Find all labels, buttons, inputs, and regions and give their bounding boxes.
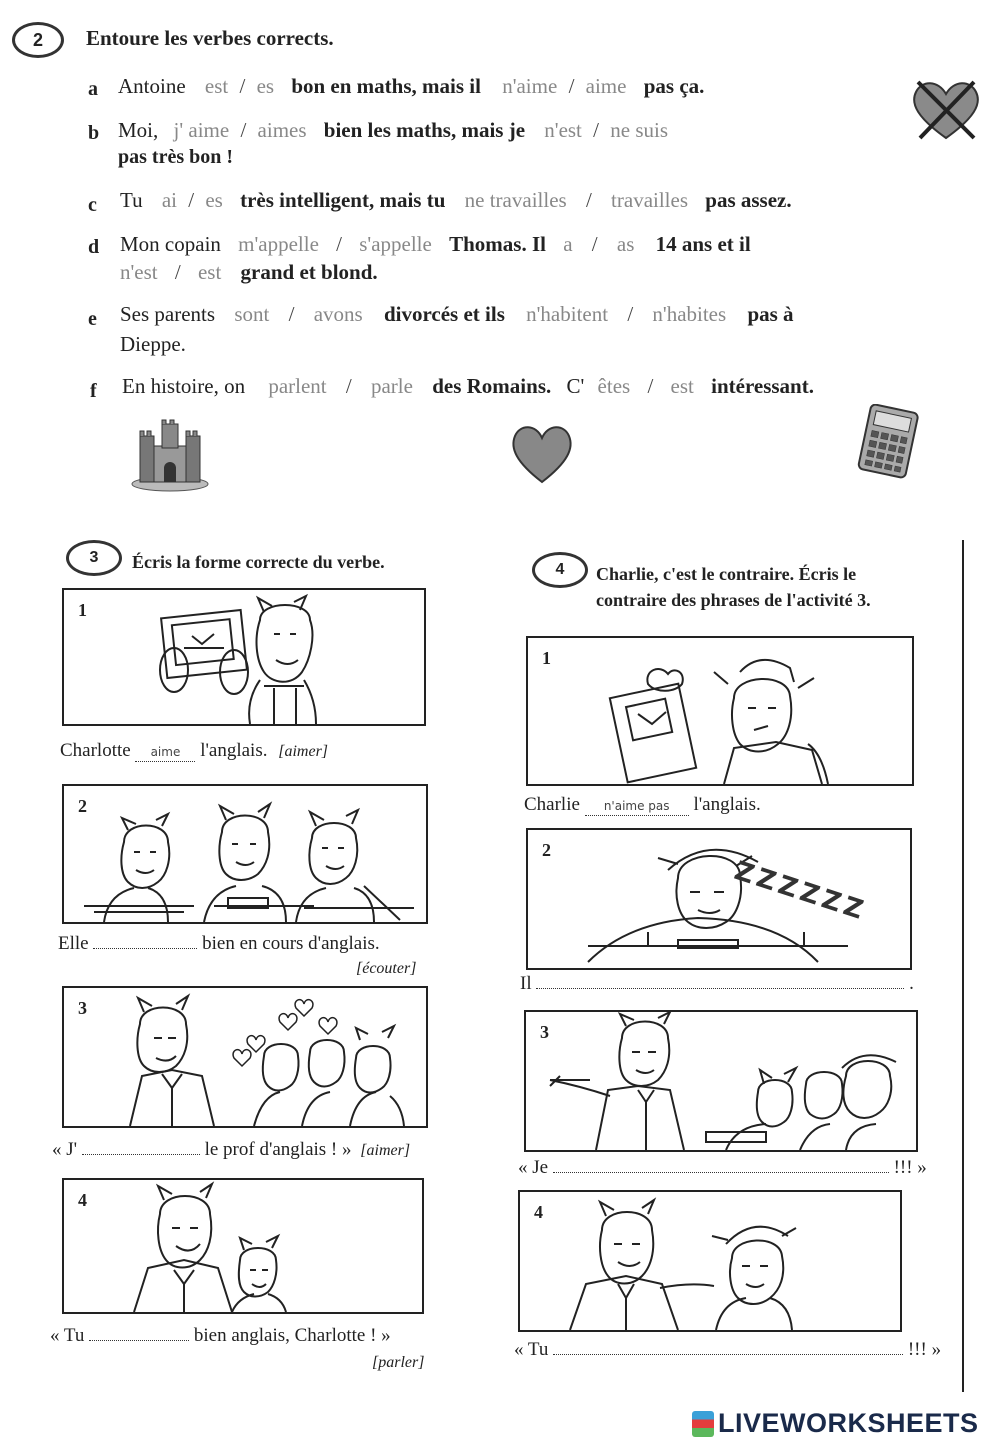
caption-text: « Tu (50, 1325, 85, 1346)
text: divorcés et ils (383, 302, 505, 326)
caption-1 (60, 740, 328, 762)
slash: / (627, 302, 634, 326)
item-f (122, 374, 814, 399)
option-aime[interactable]: aime (585, 74, 627, 98)
slash: / (593, 118, 599, 142)
answer-field[interactable] (82, 1138, 200, 1155)
caption-3 (52, 1138, 410, 1161)
caption-2 (58, 932, 380, 955)
caption-text: « Je (518, 1157, 549, 1178)
option-aimes[interactable]: aimes (257, 118, 307, 142)
caption-text: bien anglais, Charlotte ! » (193, 1325, 391, 1346)
logo-text: LIVEWORKSHEETS (718, 1408, 979, 1438)
text: Mon copain (120, 232, 221, 256)
option-naime[interactable]: n'aime (502, 74, 558, 98)
answer-field[interactable] (553, 1156, 889, 1173)
zzz-text: ZZZZZZ (730, 856, 871, 927)
panel-number: 1 (542, 648, 551, 668)
slash: / (345, 374, 352, 398)
slash: / (240, 118, 247, 142)
panel-number: 4 (534, 1202, 543, 1222)
caption-text: « Tu (514, 1339, 549, 1360)
text: pas assez. (705, 188, 792, 212)
caption-4-3 (518, 1156, 927, 1179)
panel-number: 1 (78, 600, 87, 620)
caption-4 (50, 1324, 391, 1347)
slash: / (591, 232, 598, 256)
option-nhabitent[interactable]: n'habitent (526, 302, 609, 326)
text: Thomas. Il (449, 232, 546, 256)
caption-text: « J' (52, 1139, 78, 1160)
caption-text: l'anglais. (693, 794, 761, 815)
caption-text: !!! » (907, 1339, 942, 1360)
caption-text: Charlie (524, 794, 580, 815)
item-d (120, 232, 751, 257)
answer-field[interactable]: n'aime pas (585, 799, 689, 816)
item-e (120, 302, 794, 327)
slash: / (239, 74, 246, 98)
item-letter: f (90, 380, 97, 402)
option-j-aime[interactable]: j' aime (173, 118, 230, 142)
option-travailles[interactable]: travailles (611, 188, 689, 212)
text: pas à (747, 302, 794, 326)
caption-text: le prof d'anglais ! » (204, 1139, 352, 1160)
comic-panel-2 (62, 784, 428, 924)
illustration-teacher-boy (520, 1192, 900, 1330)
verb-hint: [écouter] (356, 960, 417, 977)
option-est[interactable]: est (197, 260, 222, 284)
castle-icon (130, 418, 210, 492)
option-es[interactable]: es (256, 74, 275, 98)
caption-text: Charlotte (60, 740, 131, 761)
item-letter: d (88, 236, 100, 258)
item-letter: a (88, 78, 98, 100)
answer-field[interactable] (93, 932, 197, 949)
option-avons[interactable]: avons (313, 302, 363, 326)
verb-hint: [aimer] (360, 1142, 411, 1159)
illustration-teacher-student (64, 1180, 422, 1312)
illustration-classroom (64, 786, 426, 922)
liveworksheets-logo (692, 1408, 979, 1439)
slash: / (568, 74, 575, 98)
option-a[interactable]: a (563, 232, 573, 256)
text: bien les maths, mais je (323, 118, 526, 142)
illustration-boy-rejecting-book (528, 638, 912, 784)
logo-badge-icon (692, 1411, 714, 1437)
answer-field[interactable] (553, 1338, 903, 1355)
comic-panel-4 (62, 1178, 424, 1314)
panel-number: 3 (78, 998, 87, 1018)
option-nest[interactable]: n'est (544, 118, 582, 142)
caption-text: l'anglais. (200, 740, 268, 761)
option-nest[interactable]: n'est (120, 260, 158, 284)
option-parle[interactable]: parle (370, 374, 413, 398)
option-mappelle[interactable]: m'appelle (238, 232, 319, 256)
heart-icon (508, 420, 576, 486)
slash: / (188, 188, 195, 212)
option-ai[interactable]: ai (161, 188, 177, 212)
caption-text: . (909, 973, 914, 994)
option-ne-travailles[interactable]: ne travailles (464, 188, 567, 212)
option-sont[interactable]: sont (234, 302, 270, 326)
calculator-icon (852, 404, 924, 480)
exercise-3-title: Écris la forme correcte du verbe. (132, 552, 385, 572)
text: 14 ans et il (655, 232, 751, 256)
text: Antoine (118, 74, 186, 98)
option-es[interactable]: es (205, 188, 223, 212)
caption-text: Elle (58, 933, 89, 954)
item-a (118, 74, 704, 99)
text: bon en maths, mais il (291, 74, 481, 98)
crossed-heart-icon (908, 74, 984, 144)
comic-panel-4-3 (524, 1010, 918, 1152)
item-e-cont: Dieppe. (120, 332, 186, 356)
illustration-girl-reading (64, 590, 424, 724)
slash: / (288, 302, 295, 326)
option-ne-suis[interactable]: ne suis (610, 118, 668, 142)
text: Ses parents (120, 302, 216, 326)
item-d-cont (120, 260, 378, 285)
exercise-2-title: Entoure les verbes corrects. (86, 26, 334, 50)
caption-text: !!! » (893, 1157, 927, 1178)
slash: / (647, 374, 654, 398)
comic-panel-4-1 (526, 636, 914, 786)
answer-field[interactable] (89, 1324, 189, 1341)
option-est[interactable]: est (670, 374, 694, 398)
answer-field[interactable]: aime (135, 745, 195, 762)
item-letter: c (88, 194, 97, 216)
option-parlent[interactable]: parlent (268, 374, 327, 398)
text: très intelligent, mais tu (240, 188, 446, 212)
panel-number: 3 (540, 1022, 549, 1042)
text: En histoire, on (122, 374, 246, 398)
option-as[interactable]: as (616, 232, 635, 256)
caption-text: Il (520, 973, 532, 994)
item-letter: b (88, 122, 100, 144)
text: grand et blond. (240, 260, 378, 284)
panel-number: 2 (542, 840, 551, 860)
text: des Romains. (432, 374, 552, 398)
item-letter: e (88, 308, 97, 330)
comic-panel-4-4 (518, 1190, 902, 1332)
text: pas ça. (643, 74, 705, 98)
option-nhabites[interactable]: n'habites (652, 302, 727, 326)
text: Tu (120, 188, 143, 212)
illustration-teacher-hearts (64, 988, 426, 1126)
option-est[interactable]: est (204, 74, 229, 98)
panel-number: 4 (78, 1190, 87, 1210)
item-b (118, 118, 668, 143)
answer-field[interactable] (536, 972, 904, 989)
text: Moi, (118, 118, 159, 142)
verb-hint: [aimer] (278, 743, 329, 760)
comic-panel-4-2 (526, 828, 912, 970)
option-sappelle[interactable]: s'appelle (359, 232, 432, 256)
illustration-teacher-pointing (526, 1012, 916, 1150)
text: intéressant. (711, 374, 814, 398)
panel-number: 2 (78, 796, 87, 816)
verb-hint: [parler] (372, 1354, 425, 1371)
exercise-4-title: Charlie, c'est le contraire. Écris le (596, 564, 857, 584)
text: C' (566, 374, 585, 398)
caption-text: bien en cours d'anglais. (202, 933, 380, 954)
exercise-3-number: 3 (66, 540, 122, 576)
comic-panel-3 (62, 986, 428, 1128)
slash: / (585, 188, 592, 212)
exercise-4-number: 4 (532, 552, 588, 588)
exercise-2-number: 2 (12, 22, 64, 58)
caption-4-4 (514, 1338, 941, 1361)
caption-4-2 (520, 972, 914, 995)
slash: / (174, 260, 181, 284)
slash: / (336, 232, 342, 256)
item-b-cont: pas très bon ! (118, 146, 234, 168)
option-etes[interactable]: êtes (597, 374, 631, 398)
item-c (120, 188, 792, 213)
comic-panel-1 (62, 588, 426, 726)
vertical-divider (962, 540, 964, 1392)
caption-4-1 (524, 794, 761, 816)
exercise-4-title-cont: contraire des phrases de l'activité 3. (596, 590, 871, 610)
